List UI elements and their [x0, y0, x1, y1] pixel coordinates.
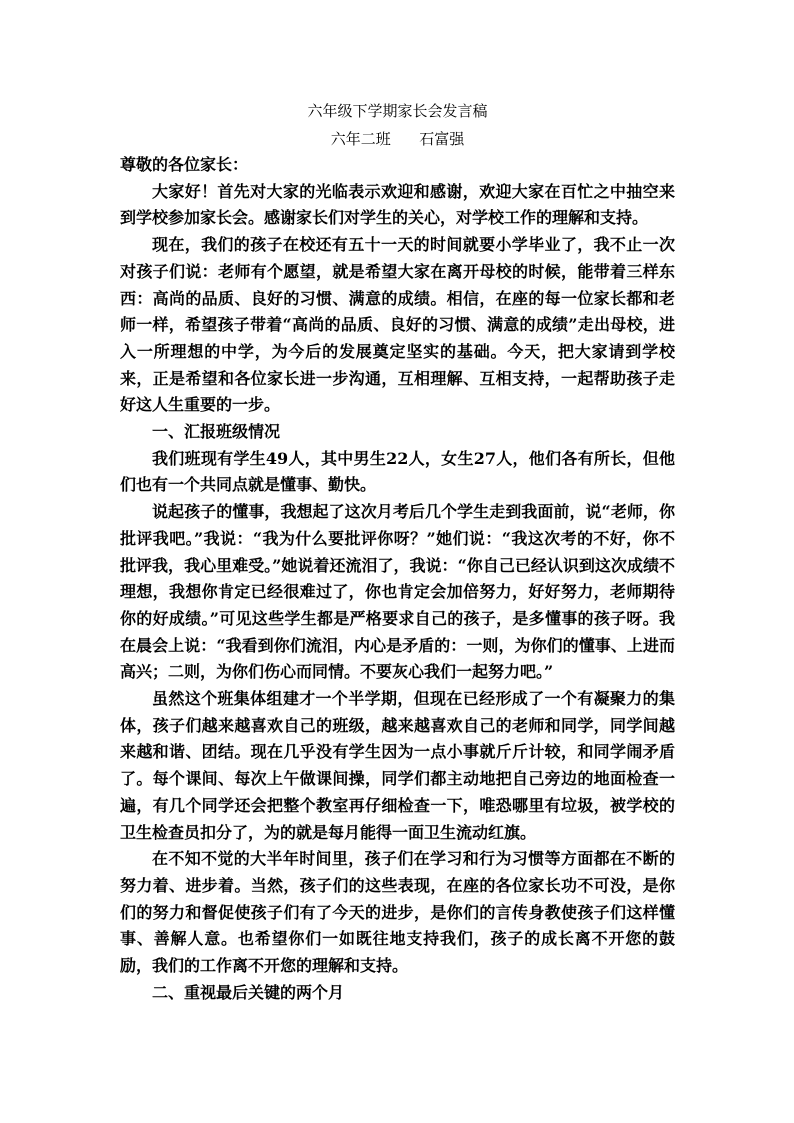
document-title: 六年级下学期家长会发言稿 — [307, 102, 488, 120]
author-line: 六年二班 石富强 — [330, 130, 465, 148]
section-heading-class-report: 一、汇报班级情况 — [152, 422, 281, 442]
paragraph-class-size: 我们班现有学生49人，其中男生22人，女生27人，他们各有所长，但他们也有一个共同点就是懂事、勤快。 — [120, 448, 675, 495]
paragraph-class-cohesion: 虽然这个班集体组建才一个半学期，但现在已经形成了一个有凝聚力的集体，孩子们越来越喜欢自己的班级，越来越喜欢自己的老师和同学，同学间越来越和谐、团结。现在几乎没有学生因为一点小事就斤斤计较，和同学闹矛盾了。每个课间、每次上午做课间操，同学们都主动地把自己旁边的地面检查一遍，有几个同学还会把整个教室再仔细检查一下，唯恐哪里有垃圾，被学校的卫生检查员扣分了，为的就是每月能得一面卫生流动红旗。 — [120, 689, 675, 842]
paragraph-progress: 在不知不觉的大半年时间里，孩子们在学习和行为习惯等方面都在不断的努力着、进步着。当然，孩子们的这些表现，在座的各位家长功不可没，是你们的努力和督促使孩子们有了今天的进步，是你们的言传身教使孩子们这样懂事、善解人意。也希望你们一如既往地支持我们，孩子的成长离不开您的鼓励，我们的工作离不开您的理解和支持。 — [120, 849, 675, 976]
paragraph-intro: 现在，我们的孩子在校还有五十一天的时间就要小学毕业了，我不止一次对孩子们说：老师有个愿望，就是希望大家在离开母校的时候，能带着三样东西：高尚的品质、良好的习惯、满意的成绩。相信，在座的每一位家长都和老师一样，希望孩子带着“高尚的品质、良好的习惯、满意的成绩”走出母校，进入一所理想的中学，为今后的发展奠定坚实的基础。今天，把大家请到学校来，正是希望和各位家长进一步沟通，互相理解、互相支持，一起帮助孩子走好这人生重要的一步。 — [120, 235, 675, 415]
document-page — [120, 98, 675, 1007]
paragraph-student-story: 说起孩子的懂事，我想起了这次月考后几个学生走到我面前，说“老师，你批评我吧。”我说：“我为什么要批评你呀？”她们说：“我这次考的不好，你不批评我，我心里难受。”她说着还流泪了，我说：“你自己已经认识到这次成绩不理想，我想你肯定已经很难过了，你也肯定会加倍努力，好好努力，老师期待你的好成绩。”可见这些学生都是严格要求自己的孩子，是多懂事的孩子呀。我在晨会上说：“我看到你们流泪，内心是矛盾的：一则，为你们的懂事、上进而高兴；二则，为你们伤心而同情。不要灰心我们一起努力吧。” — [120, 502, 675, 682]
section-heading-final-months: 二、重视最后关键的两个月 — [152, 982, 345, 1002]
salutation: 尊敬的各位家长： — [120, 155, 249, 174]
paragraph-greeting: 大家好！首先对大家的光临表示欢迎和感谢，欢迎大家在百忙之中抽空来到学校参加家长会。感谢家长们对学生的关心，对学校工作的理解和支持。 — [120, 181, 675, 228]
